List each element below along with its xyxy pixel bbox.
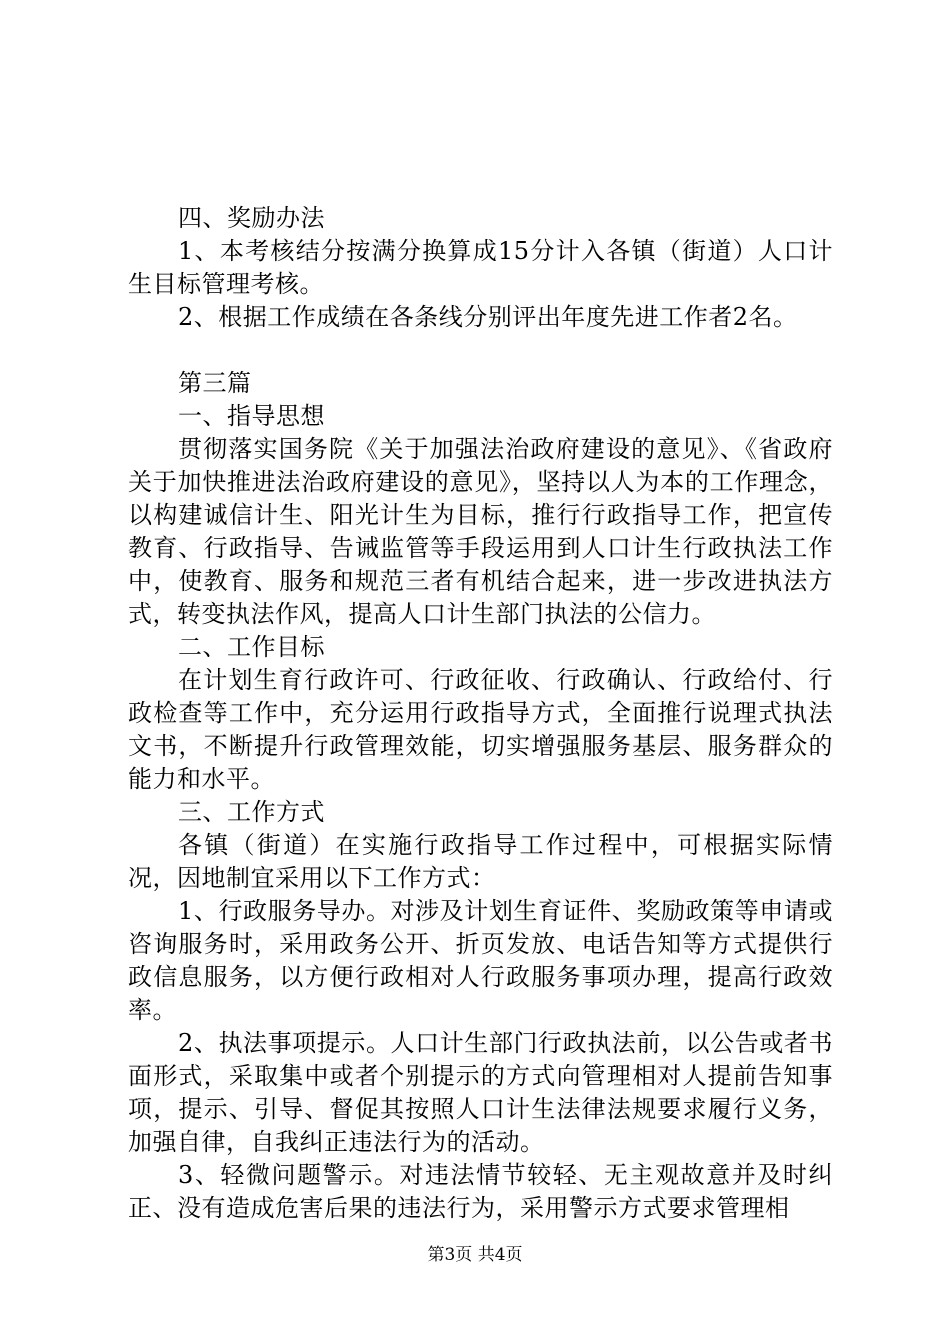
paragraph-method-2: 2、执法事项提示。人口计生部门行政执法前，以公告或者书面形式，采取集中或者个别提示的方式向管理相对人提前告知事项，提示、引导、督促其按照人口计生法律法规要求履行义务，加强自律，自我纠正违法行为的活动。 (128, 1029, 833, 1156)
section-heading-guiding-ideology: 一、指导思想 (178, 402, 325, 430)
document-body (128, 202, 833, 1225)
paragraph-method-3: 3、轻微问题警示。对违法情节较轻、无主观故意并及时纠正、没有造成危害后果的违法行为，采用警示方式要求管理相 (128, 1161, 833, 1222)
paragraph-work-methods-intro: 各镇（街道）在实施行政指导工作过程中，可根据实际情况，因地制宜采用以下工作方式： (128, 831, 833, 892)
paragraph-guiding-ideology: 贯彻落实国务院《关于加强法治政府建设的意见》、《省政府关于加快推进法治政府建设的意见》，坚持以人为本的工作理念，以构建诚信计生、阳光计生为目标，推行行政指导工作，把宣传教育、行政指导、告诫监管等手段运用到人口计生行政执法工作中，使教育、服务和规范三者有机结合起来，进一步改进执法方式，转变执法作风，提高人口计生部门执法的公信力。 (128, 435, 833, 628)
paragraph-work-goals: 在计划生育行政许可、行政征收、行政确认、行政给付、行政检查等工作中，充分运用行政指导方式，全面推行说理式执法文书，不断提升行政管理效能，切实增强服务基层、服务群众的能力和水平。 (128, 666, 833, 793)
section-heading-rewards: 四、奖励办法 (178, 204, 325, 232)
page-number-label: 第3页 共4页 (427, 1245, 523, 1265)
paragraph-reward-2: 2、根据工作成绩在各条线分别评出年度先进工作者2名。 (178, 303, 798, 331)
paragraph-spacer (128, 334, 833, 367)
paragraph-method-1: 1、行政服务导办。对涉及计划生育证件、奖励政策等申请或咨询服务时，采用政务公开、折页发放、电话告知等方式提供行政信息服务，以方便行政相对人行政服务事项办理，提高行政效率。 (128, 897, 833, 1024)
section-heading-work-goals: 二、工作目标 (178, 633, 325, 661)
chapter-heading: 第三篇 (178, 369, 252, 397)
paragraph-reward-1: 1、本考核结分按满分换算成15分计入各镇（街道）人口计生目标管理考核。 (128, 237, 833, 298)
section-heading-work-methods: 三、工作方式 (178, 798, 325, 826)
page-footer (0, 1244, 950, 1266)
